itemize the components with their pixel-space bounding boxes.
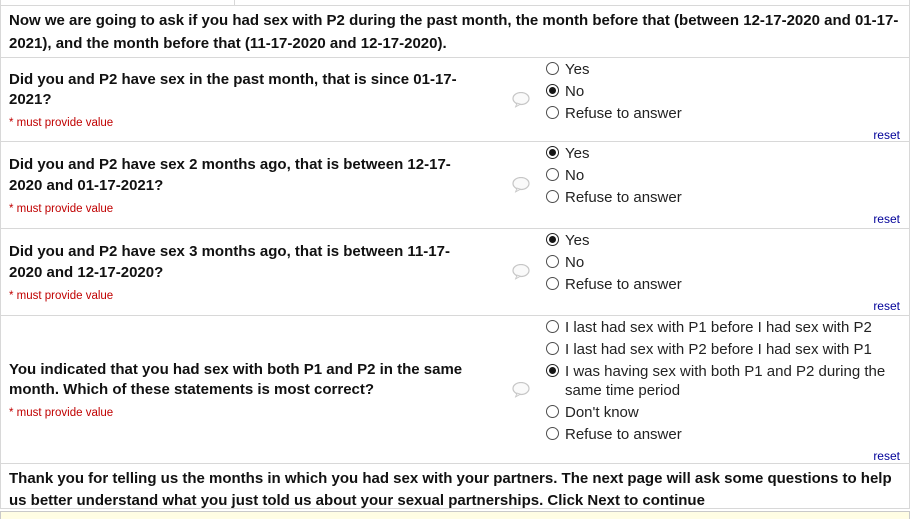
question-row xyxy=(1,142,909,229)
radio-option-label[interactable]: Yes xyxy=(565,145,590,162)
reset-link[interactable]: reset xyxy=(873,128,900,142)
radio-option[interactable] xyxy=(546,166,909,185)
column-divider xyxy=(234,0,235,5)
question-cell xyxy=(1,229,539,315)
question-text: Did you and P2 have sex 3 months ago, that is between 11-17-2020 and 12-17-2020? xyxy=(9,243,450,281)
question-text: Did you and P2 have sex 2 months ago, that is between 12-17-2020 and 01-17-2021? xyxy=(9,156,451,194)
radio-button[interactable] xyxy=(546,427,559,440)
radio-option[interactable] xyxy=(546,104,909,123)
question-cell xyxy=(1,142,539,228)
radio-button[interactable] xyxy=(546,62,559,75)
radio-option-label[interactable]: Yes xyxy=(565,61,590,78)
reset-link[interactable]: reset xyxy=(873,212,900,226)
radio-button[interactable] xyxy=(546,146,559,159)
next-section-strip xyxy=(0,511,910,519)
reset-bar xyxy=(546,447,909,468)
question-text: Did you and P2 have sex in the past month, that is since 01-17-2021? xyxy=(9,70,457,108)
required-note: * must provide value xyxy=(9,289,114,302)
radio-button[interactable] xyxy=(546,320,559,333)
radio-option[interactable] xyxy=(546,340,909,359)
radio-button[interactable] xyxy=(546,277,559,290)
required-note: * must provide value xyxy=(9,117,114,130)
required-note: * must provide value xyxy=(9,407,114,420)
answer-cell xyxy=(539,316,909,463)
required-note: * must provide value xyxy=(9,202,114,215)
radio-option-label[interactable]: I last had sex with P1 before I had sex with P2 xyxy=(565,319,872,336)
radio-option-label[interactable]: I was having sex with both P1 and P2 during the same time period xyxy=(565,363,886,399)
question-row xyxy=(1,58,909,142)
radio-option[interactable] xyxy=(546,253,909,272)
radio-button[interactable] xyxy=(546,84,559,97)
instruction-row xyxy=(1,6,909,58)
radio-option-label[interactable]: Refuse to answer xyxy=(565,189,682,206)
radio-option[interactable] xyxy=(546,82,909,101)
radio-option[interactable] xyxy=(546,275,909,294)
radio-option-label[interactable]: No xyxy=(565,254,585,271)
radio-option[interactable] xyxy=(546,425,909,444)
radio-option-label[interactable]: No xyxy=(565,83,585,100)
radio-option[interactable] xyxy=(546,231,909,250)
reset-link[interactable]: reset xyxy=(873,449,900,463)
radio-option[interactable] xyxy=(546,403,909,422)
footer-instruction-row xyxy=(1,464,909,509)
answer-cell xyxy=(539,229,909,315)
comment-bubble-icon[interactable] xyxy=(511,92,531,108)
radio-option-label[interactable]: Yes xyxy=(565,232,590,249)
radio-button[interactable] xyxy=(546,342,559,355)
radio-button[interactable] xyxy=(546,190,559,203)
radio-button[interactable] xyxy=(546,405,559,418)
radio-option[interactable] xyxy=(546,60,909,79)
radio-option[interactable] xyxy=(546,188,909,207)
radio-button[interactable] xyxy=(546,168,559,181)
question-cell xyxy=(1,58,539,141)
question-row xyxy=(1,229,909,316)
radio-option[interactable] xyxy=(546,318,909,337)
radio-option-label[interactable]: Refuse to answer xyxy=(565,276,682,293)
comment-bubble-icon[interactable] xyxy=(511,177,531,193)
radio-option-label[interactable]: Refuse to answer xyxy=(565,105,682,122)
answer-cell xyxy=(539,58,909,141)
radio-button[interactable] xyxy=(546,106,559,119)
radio-button[interactable] xyxy=(546,255,559,268)
radio-option[interactable] xyxy=(546,144,909,163)
footer-instruction-text: Thank you for telling us the months in which you had sex with your partners. The next page will ask some questions to help us better understand what you just told us about your sexual partnerships. Click Next to continue xyxy=(9,470,892,509)
radio-option[interactable] xyxy=(546,362,909,400)
radio-option-label[interactable]: Refuse to answer xyxy=(565,426,682,443)
radio-option-label[interactable]: I last had sex with P2 before I had sex with P1 xyxy=(565,341,872,358)
reset-link[interactable]: reset xyxy=(873,299,900,313)
answer-cell xyxy=(539,142,909,228)
question-row xyxy=(1,316,909,464)
comment-bubble-icon[interactable] xyxy=(511,382,531,398)
radio-option-label[interactable]: Don't know xyxy=(565,404,639,421)
radio-button[interactable] xyxy=(546,364,559,377)
reset-bar xyxy=(546,297,909,318)
table-top-edge xyxy=(1,0,909,6)
instruction-text: Now we are going to ask if you had sex with P2 during the past month, the month before that (between 12-17-2020 and 01-17-2021), and the month before that (11-17-2020 and 12-17-2020). xyxy=(9,12,899,52)
question-text: You indicated that you had sex with both P1 and P2 in the same month. Which of these statements is most correct? xyxy=(9,360,463,398)
radio-option-label[interactable]: No xyxy=(565,167,585,184)
radio-button[interactable] xyxy=(546,233,559,246)
comment-bubble-icon[interactable] xyxy=(511,264,531,280)
question-cell xyxy=(1,316,539,463)
reset-bar xyxy=(546,210,909,231)
